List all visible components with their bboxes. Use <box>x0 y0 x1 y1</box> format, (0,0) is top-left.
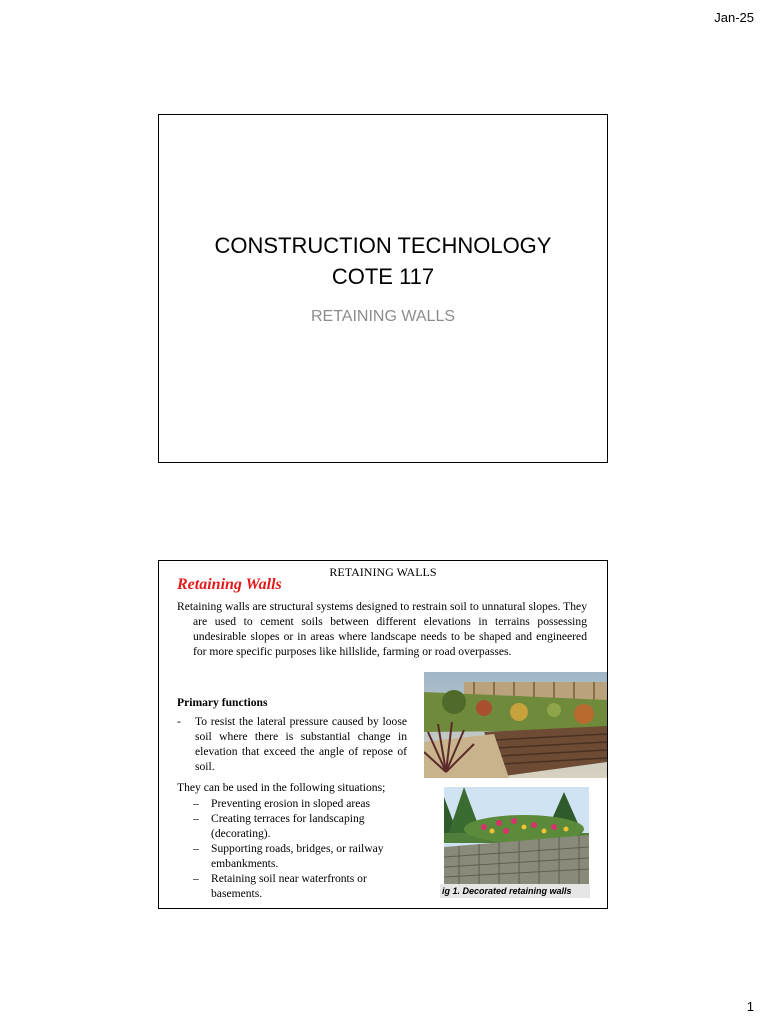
situations-label: They can be used in the following situations; <box>177 781 386 794</box>
list-item-text: Preventing erosion in sloped areas <box>211 797 371 810</box>
slide-subtitle: RETAINING WALLS <box>310 308 456 325</box>
list-item <box>193 841 403 871</box>
list-item-text: Creating terraces for landscaping (decorating). <box>211 812 365 840</box>
title-slide <box>158 114 608 463</box>
content-slide <box>158 560 608 909</box>
list-item <box>193 871 403 901</box>
retaining-wall-garden-photo <box>424 672 607 778</box>
list-item <box>193 796 403 811</box>
page-number: 1 <box>746 999 754 1014</box>
list-dash: – <box>193 797 199 810</box>
slide-title-line2: COTE 117 <box>331 264 435 289</box>
situations-list <box>193 796 403 901</box>
slide-title-line1: CONSTRUCTION TECHNOLOGY <box>214 233 552 258</box>
list-dash: – <box>193 872 199 885</box>
list-item-text: Supporting roads, bridges, or railway embankments. <box>211 842 384 870</box>
primary-function-item <box>177 714 407 774</box>
figure-caption: ig 1. Decorated retaining walls <box>440 884 590 898</box>
primary-function-text: To resist the lateral pressure caused by loose soil where there is substantial change in elevation that exceed the angle of repose of soil. <box>195 715 407 773</box>
slide-heading: Retaining Walls <box>177 576 282 593</box>
list-item-text: Retaining soil near waterfronts or basements. <box>211 872 367 900</box>
primary-functions-label: Primary functions <box>177 696 268 709</box>
slide-header: RETAINING WALLS <box>329 565 437 579</box>
header-date: Jan-25 <box>714 10 754 25</box>
list-dash: – <box>193 842 199 855</box>
decorated-retaining-wall-photo <box>444 787 589 887</box>
slide-title <box>159 230 607 292</box>
bullet-dash: - <box>177 715 181 728</box>
list-item <box>193 811 403 841</box>
list-dash: – <box>193 812 199 825</box>
intro-paragraph: Retaining walls are structural systems designed to restrain soil to unnatural slopes. They are used to cement soils between different elevations in terrains possessing undesirable slopes or in areas where landscape needs to be shaped and engineered for more specific purposes like hillslide, farming or road overpasses. <box>177 600 587 658</box>
